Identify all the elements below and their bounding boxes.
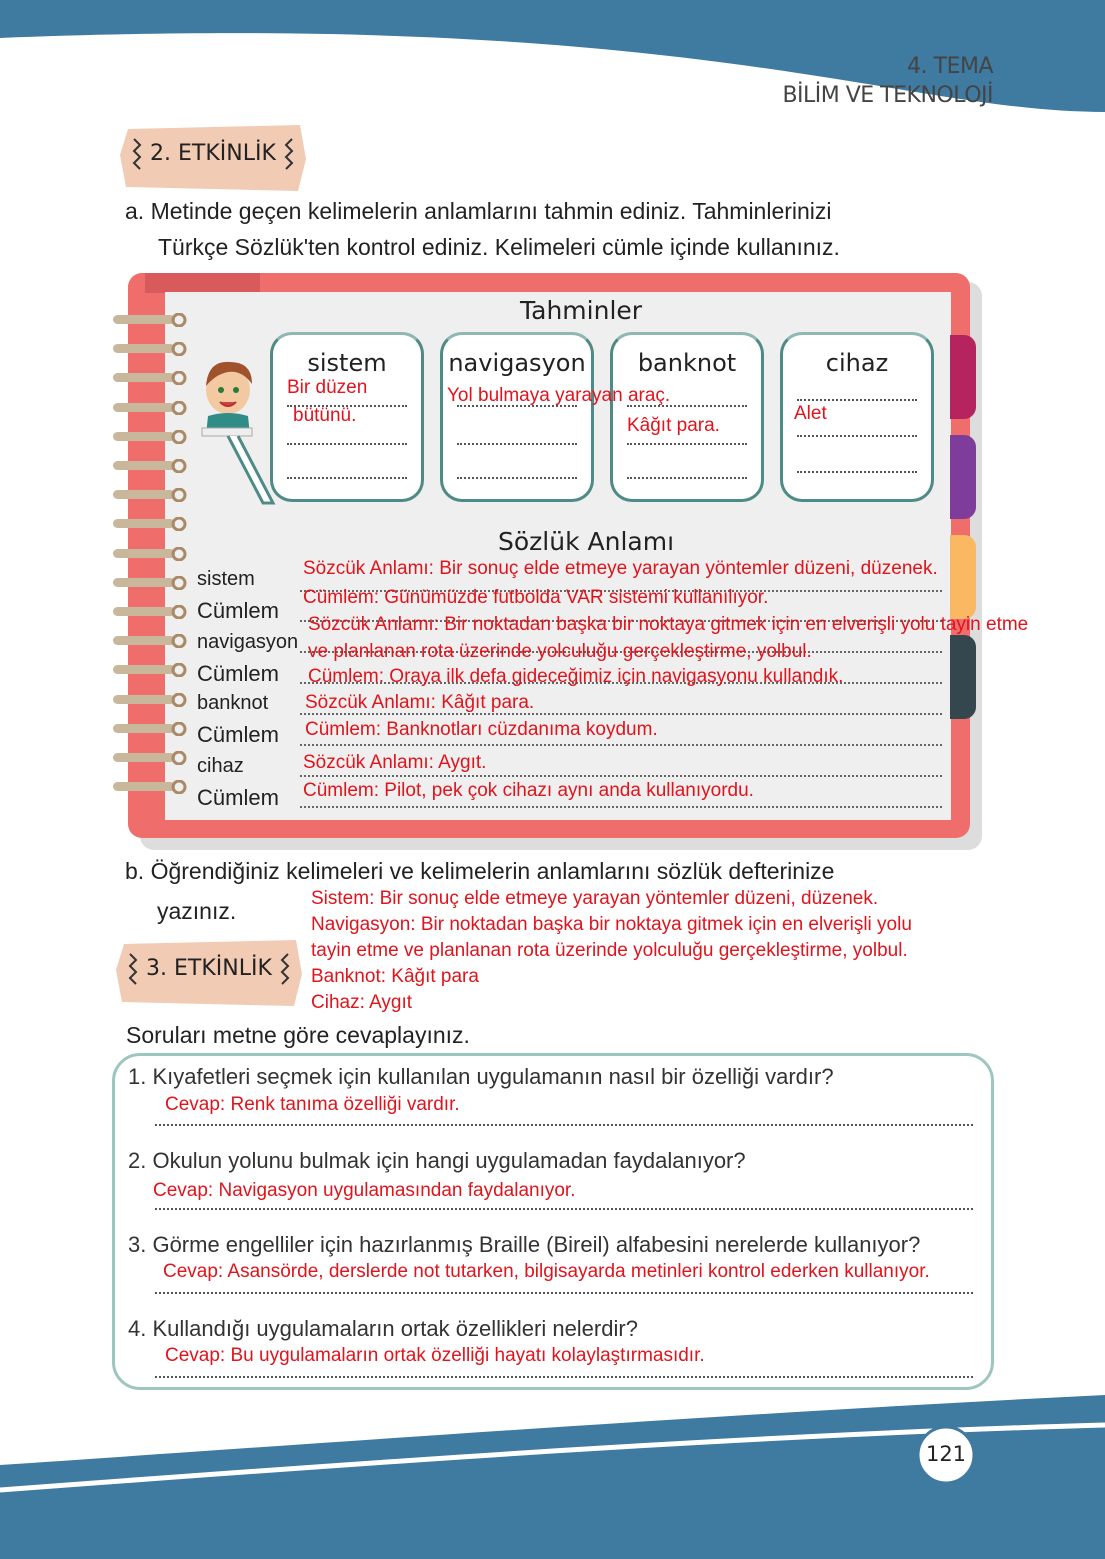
spiral-ring bbox=[113, 429, 183, 441]
bottom-wave-decoration bbox=[0, 1395, 1105, 1559]
card-word: cihaz bbox=[825, 349, 889, 377]
instruction-a-line1: a. Metinde geçen kelimelerin anlamlarını tahmin ediniz. Tahminlerinizi bbox=[125, 198, 832, 224]
answer: Cevap: Bu uygulamaların ortak özelliği hayatı kolaylaştırmasıdır. bbox=[165, 1345, 705, 1366]
spiral-ring bbox=[113, 662, 183, 674]
spiral-ring bbox=[113, 400, 183, 412]
answer: Cevap: Navigasyon uygulamasından faydalanıyor. bbox=[153, 1180, 576, 1201]
card-answer: Bir düzen bbox=[287, 377, 368, 398]
card-answer: Alet bbox=[794, 403, 827, 424]
row-label: sistem bbox=[197, 568, 255, 590]
row-answer: Sözcük Anlamı: Bir noktadan başka bir noktaya gitmek için en elverişli yolu tayin etme bbox=[308, 614, 1029, 635]
row-answer: Cümlem: Günümüzde futbolda VAR sistemi kullanılıyor. bbox=[303, 587, 769, 608]
notebook-edge bbox=[145, 273, 260, 293]
guess-card-cihaz bbox=[780, 332, 934, 502]
activity-badge-label: 2. ETKİNLİK bbox=[150, 141, 276, 166]
spiral-ring bbox=[113, 575, 183, 587]
theme-number: 4. TEMA bbox=[907, 54, 993, 79]
spiral-ring bbox=[113, 692, 183, 704]
row-answer: Cümlem: Oraya ilk defa gideceğimiz için navigasyonu kullandık. bbox=[308, 666, 844, 687]
theme-title: BİLİM VE TEKNOLOJİ bbox=[782, 83, 993, 108]
spiral-ring bbox=[113, 458, 183, 470]
row-answer: Sözcük Anlamı: Kâğıt para. bbox=[305, 692, 535, 713]
card-answer-cont: bütünü. bbox=[293, 405, 357, 426]
row-label: Cümlem bbox=[197, 598, 279, 623]
b-answer: tayin etme ve planlanan rota üzerinde yolculuğu gerçekleştirme, yolbul. bbox=[311, 940, 908, 961]
spiral-ring bbox=[113, 312, 183, 324]
card-word: navigasyon bbox=[448, 349, 586, 377]
question: 1. Kıyafetleri seçmek için kullanılan uygulamanın nasıl bir özelliği vardır? bbox=[128, 1064, 834, 1089]
row-answer-cont: ve planlanan rota üzerinde yolculuğu gerçekleştirme, yolbul. bbox=[308, 641, 812, 662]
notebook-tab bbox=[950, 335, 976, 419]
row-answer: Sözcük Anlamı: Bir sonuç elde etmeye yarayan yöntemler düzeni, düzenek. bbox=[303, 558, 938, 579]
boy-writing-illustration bbox=[198, 358, 278, 508]
spiral-ring bbox=[113, 721, 183, 733]
row-label: Cümlem bbox=[197, 785, 279, 810]
row-answer: Cümlem: Pilot, pek çok cihazı aynı anda kullanıyordu. bbox=[303, 780, 754, 801]
spiral-ring bbox=[113, 487, 183, 499]
activity3-instruction: Soruları metne göre cevaplayınız. bbox=[126, 1022, 470, 1048]
activity-badge-label: 3. ETKİNLİK bbox=[146, 956, 272, 981]
answer: Cevap: Renk tanıma özelliği vardır. bbox=[165, 1094, 460, 1115]
dictionary-title: Sözlük Anlamı bbox=[498, 527, 675, 556]
row-answer: Cümlem: Banknotları cüzdanıma koydum. bbox=[305, 719, 658, 740]
spiral-ring bbox=[113, 750, 183, 762]
question: 3. Görme engelliler için hazırlanmış Braille (Bireil) alfabesini nerelerde kullanıyor? bbox=[128, 1232, 921, 1257]
instruction-b-line1: b. Öğrendiğiniz kelimeleri ve kelimelerin anlamlarını sözlük defterinize bbox=[125, 858, 835, 884]
spiral-ring bbox=[113, 341, 183, 353]
card-word: banknot bbox=[637, 349, 737, 377]
spiral-ring bbox=[113, 604, 183, 616]
guesses-title: Tahminler bbox=[520, 296, 643, 325]
notebook-tab bbox=[950, 435, 976, 519]
spiral-ring bbox=[113, 546, 183, 558]
b-answer: Cihaz: Aygıt bbox=[311, 992, 413, 1013]
instruction-b-line2: yazınız. bbox=[157, 898, 237, 924]
notebook-tab bbox=[950, 635, 976, 719]
row-label: Cümlem bbox=[197, 722, 279, 747]
instruction-a-line2: Türkçe Sözlük'ten kontrol ediniz. Kelimeleri cümle içinde kullanınız. bbox=[158, 234, 840, 260]
activity-badge bbox=[120, 125, 300, 187]
question: 4. Kullandığı uygulamaların ortak özellikleri nelerdir? bbox=[128, 1316, 638, 1341]
card-answer-navigasyon: Yol bulmaya yarayan araç. bbox=[447, 385, 671, 406]
row-label: banknot bbox=[197, 692, 269, 714]
b-answer: Sistem: Bir sonuç elde etmeye yarayan yöntemler düzeni, düzenek. bbox=[311, 888, 879, 909]
guess-card-navigasyon bbox=[440, 332, 594, 502]
notebook-tab bbox=[950, 535, 976, 619]
question: 2. Okulun yolunu bulmak için hangi uygulamadan faydalanıyor? bbox=[128, 1148, 746, 1173]
guess-card-banknot bbox=[610, 332, 764, 502]
row-label: cihaz bbox=[197, 755, 244, 777]
card-answer: Kâğıt para. bbox=[627, 415, 720, 436]
answer: Cevap: Asansörde, derslerde not tutarken, bilgisayarda metinleri kontrol ederken kullanıyor. bbox=[163, 1261, 930, 1282]
spiral-ring bbox=[113, 370, 183, 382]
card-word: sistem bbox=[307, 349, 387, 377]
b-answer: Banknot: Kâğıt para bbox=[311, 966, 479, 987]
row-label: navigasyon bbox=[197, 631, 299, 653]
row-label: Cümlem bbox=[197, 661, 279, 686]
activity-badge bbox=[116, 940, 296, 1002]
spiral-ring bbox=[113, 516, 183, 528]
page-number: 121 bbox=[925, 1442, 967, 1466]
spiral-ring bbox=[113, 633, 183, 645]
b-answer: Navigasyon: Bir noktadan başka bir noktaya gitmek için en elverişli yolu bbox=[311, 914, 912, 935]
spiral-ring bbox=[113, 779, 183, 791]
row-answer: Sözcük Anlamı: Aygıt. bbox=[303, 752, 487, 773]
guess-card-sistem bbox=[270, 332, 424, 502]
